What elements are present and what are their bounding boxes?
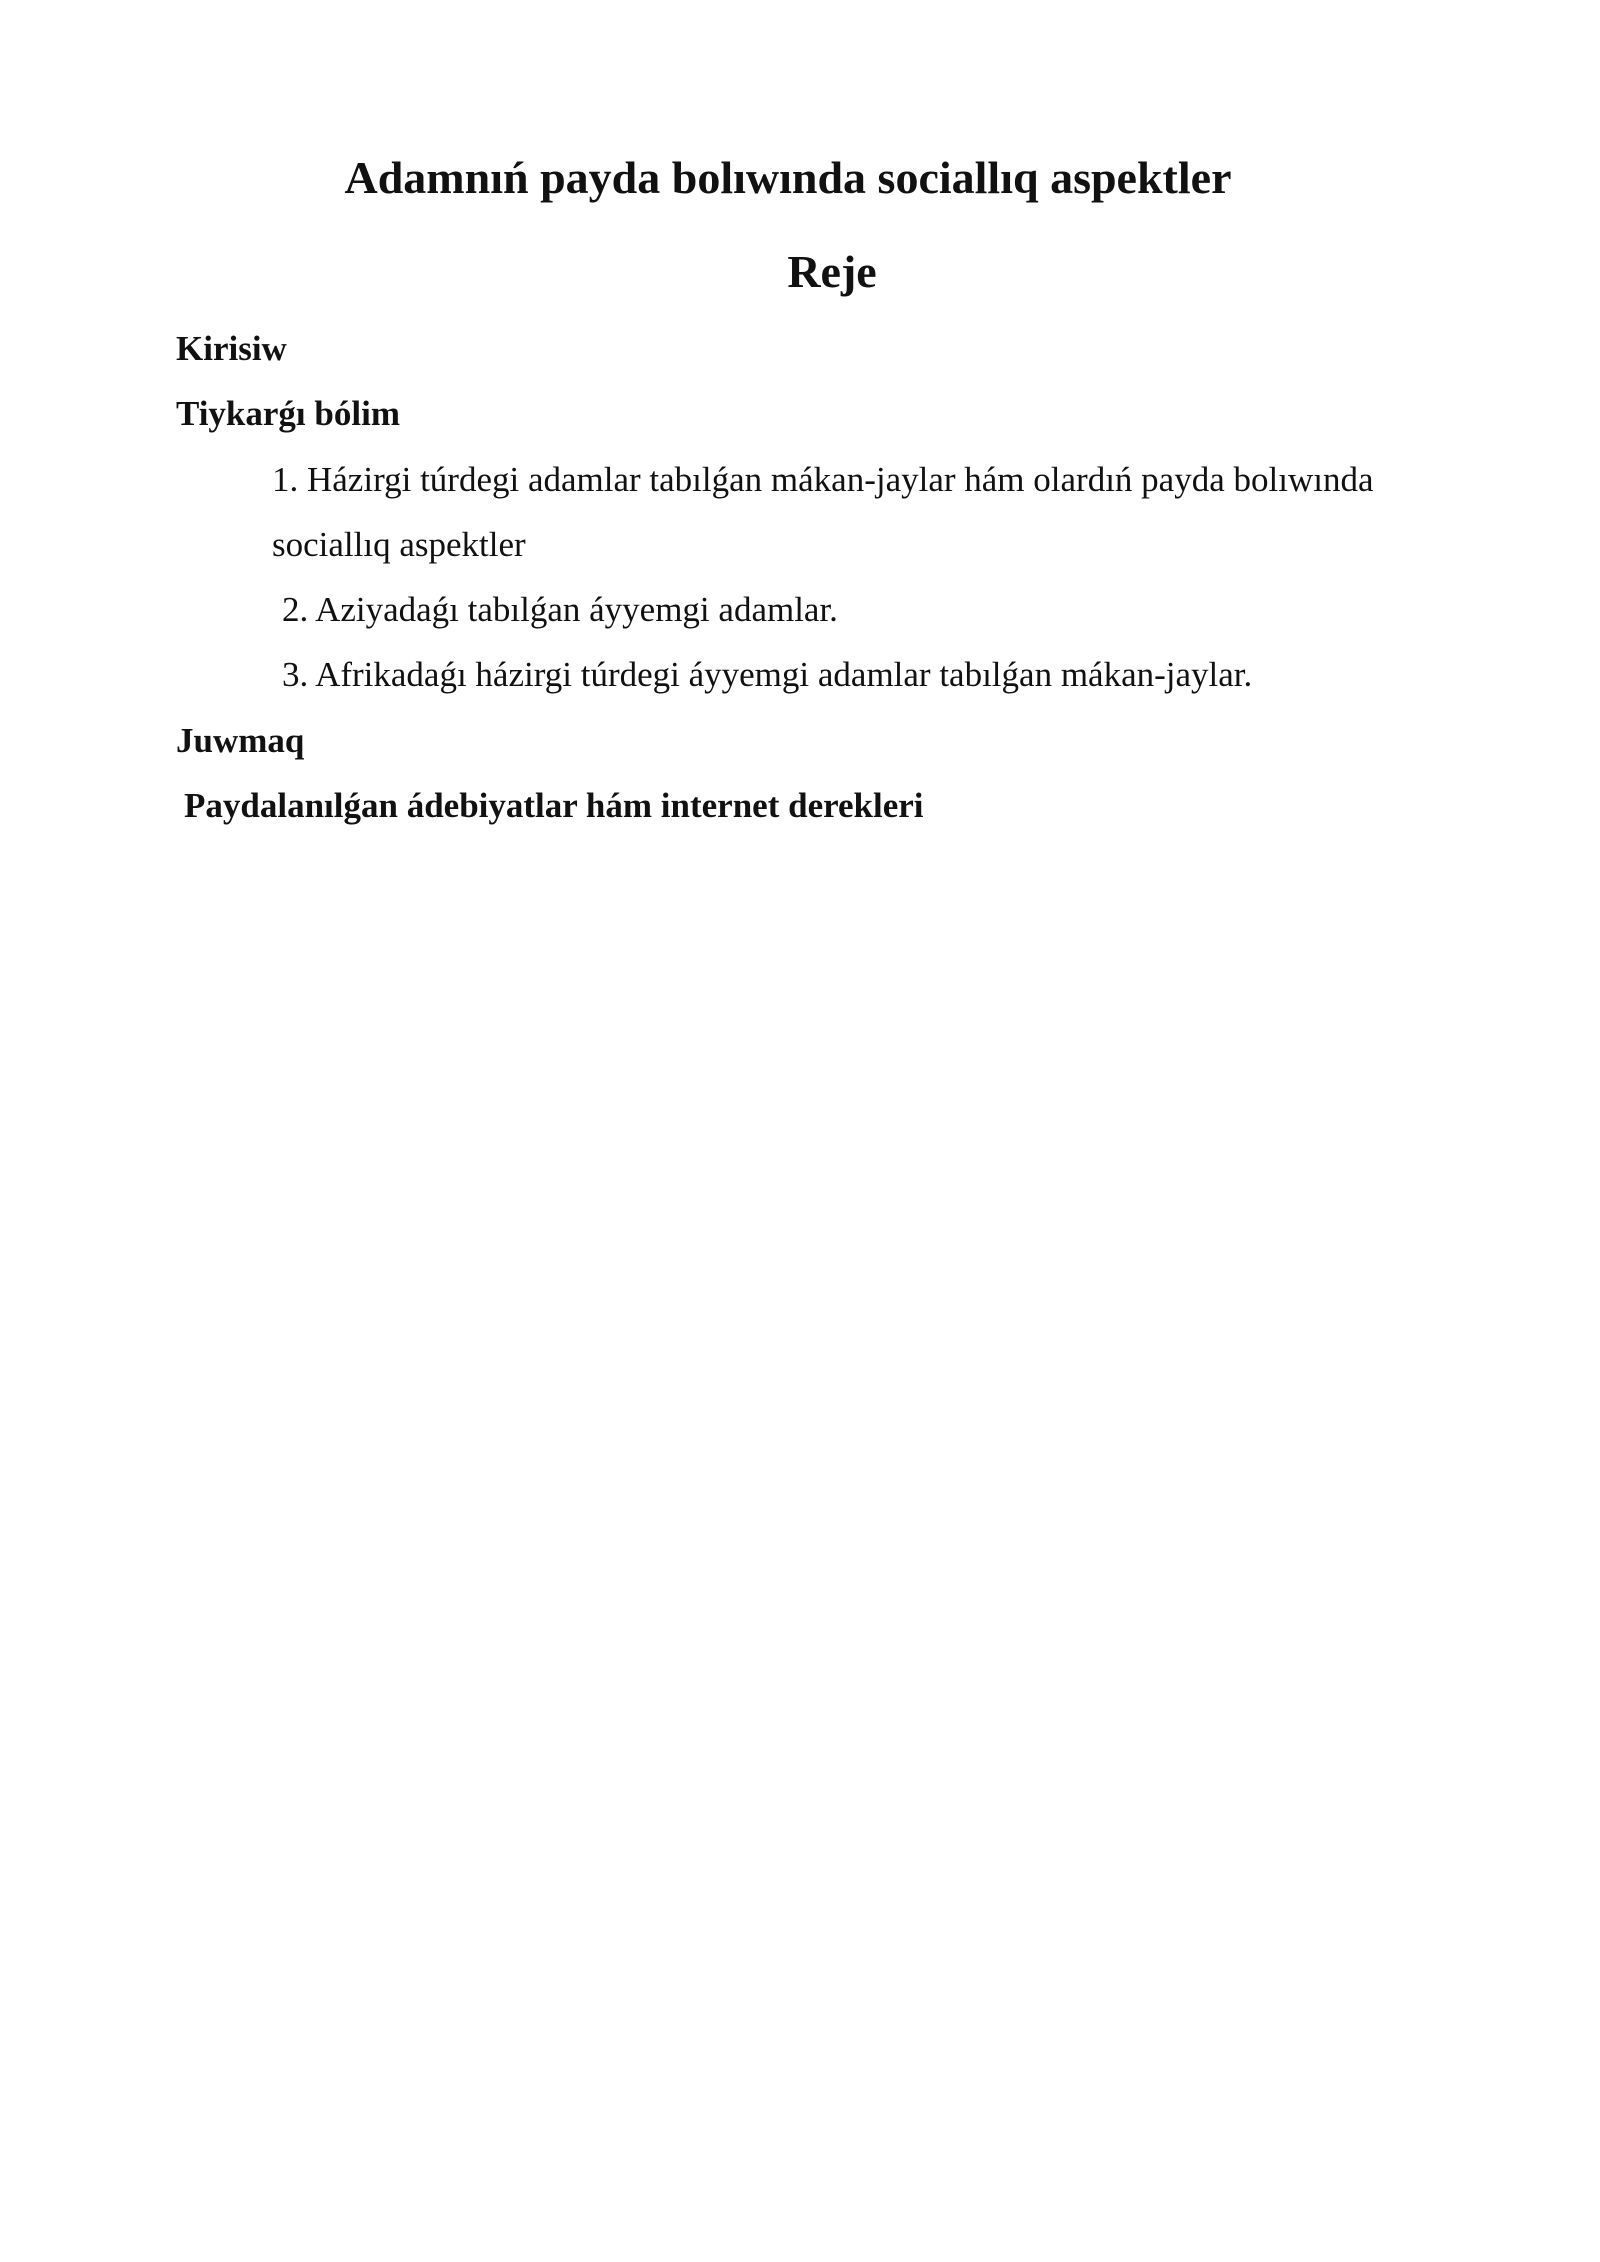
list-item: 2. Aziyadaǵı tabılǵan áyyemgi adamlar. bbox=[282, 590, 838, 629]
document-title: Adamnıń payda bolıwında sociallıq aspektler bbox=[344, 152, 1232, 203]
section-intro: Kirisiw bbox=[176, 329, 287, 368]
section-references: Paydalanılǵan ádebiyatlar hám internet derekleri bbox=[184, 786, 924, 825]
section-conclusion: Juwmaq bbox=[176, 721, 305, 760]
list-item: 1. Házirgi túrdegi adamlar tabılǵan mákan-jaylar hám olardıń payda bolıwında sociallıq aspektler bbox=[272, 460, 1374, 564]
plan-heading: Reje bbox=[787, 246, 877, 297]
list-item: 3. Afrikadaǵı házirgi túrdegi áyyemgi adamlar tabılǵan mákan-jaylar. bbox=[282, 655, 1253, 694]
section-main: Tiykarǵı bólim bbox=[176, 394, 400, 433]
